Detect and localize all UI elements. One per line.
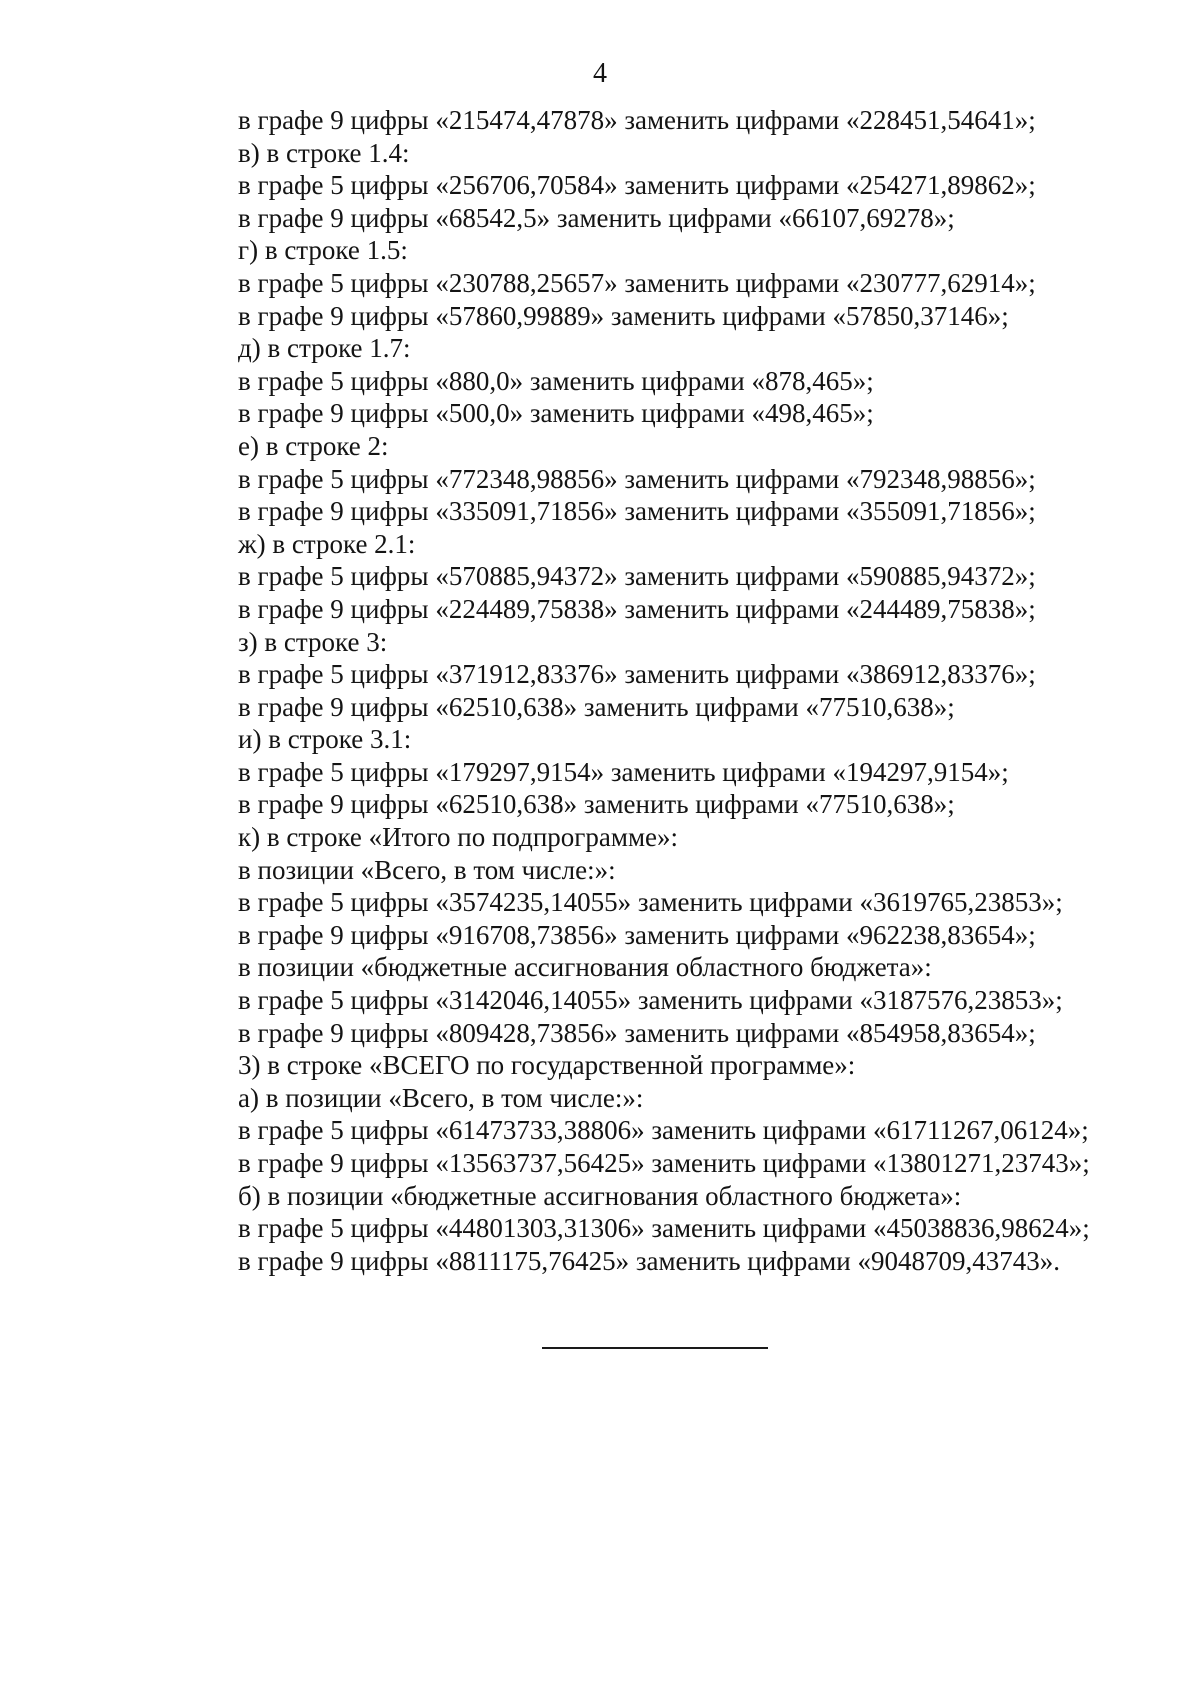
text-line: в графе 9 цифры «916708,73856» заменить цифрами «962238,83654»; [238,919,1036,950]
text-line: г) в строке 1.5: [238,235,408,266]
text-line: в графе 9 цифры «68542,5» заменить цифрами «66107,69278»; [238,202,955,233]
page-number: 4 [593,58,607,89]
text-line: в графе 5 цифры «61473733,38806» заменить цифрами «61711267,06124»; [238,1115,1089,1146]
text-line: в) в строке 1.4: [238,137,410,168]
text-line: в графе 9 цифры «13563737,56425» заменить цифрами «13801271,23743»; [238,1148,1090,1178]
text-line: в графе 9 цифры «335091,71856» заменить цифрами «355091,71856»; [238,496,1036,527]
document-body [238,104,1138,1277]
text-line: ж) в строке 2.1: [238,528,416,559]
text-line: в графе 5 цифры «371912,83376» заменить цифрами «386912,83376»; [238,659,1036,690]
text-line: в позиции «бюджетные ассигнования областного бюджета»: [238,952,932,983]
end-of-document-rule [542,1347,768,1349]
text-line: в графе 9 цифры «224489,75838» заменить цифрами «244489,75838»; [238,593,1036,624]
text-line: в графе 9 цифры «62510,638» заменить цифрами «77510,638»; [238,691,955,722]
text-line: в графе 5 цифры «256706,70584» заменить цифрами «254271,89862»; [238,170,1036,201]
text-line: в графе 9 цифры «62510,638» заменить цифрами «77510,638»; [238,789,955,820]
text-line: в графе 5 цифры «880,0» заменить цифрами «878,465»; [238,365,874,396]
text-line: в графе 5 цифры «230788,25657» заменить цифрами «230777,62914»; [238,267,1036,298]
text-line: а) в позиции «Всего, в том числе:»: [238,1082,644,1113]
text-line: 3) в строке «ВСЕГО по государственной программе»: [238,1050,856,1081]
text-line: в графе 9 цифры «8811175,76425» заменить цифрами «9048709,43743». [238,1245,1060,1276]
text-line: б) в позиции «бюджетные ассигнования областного бюджета»: [238,1180,962,1211]
text-line: в графе 5 цифры «570885,94372» заменить цифрами «590885,94372»; [238,561,1036,592]
text-line: в графе 5 цифры «772348,98856» заменить цифрами «792348,98856»; [238,463,1036,494]
text-line: е) в строке 2: [238,430,389,461]
text-line: в графе 5 цифры «3142046,14055» заменить цифрами «3187576,23853»; [238,985,1063,1016]
text-line: в позиции «Всего, в том числе:»: [238,854,616,885]
text-line: в графе 9 цифры «809428,73856» заменить цифрами «854958,83654»; [238,1017,1036,1048]
text-line: д) в строке 1.7: [238,333,411,364]
text-line: к) в строке «Итого по подпрограмме»: [238,822,679,853]
text-line: и) в строке 3.1: [238,724,412,755]
text-line: в графе 9 цифры «500,0» заменить цифрами «498,465»; [238,398,874,429]
text-line: в графе 9 цифры «57860,99889» заменить цифрами «57850,37146»; [238,300,1009,331]
text-line: в графе 5 цифры «179297,9154» заменить цифрами «194297,9154»; [238,756,1009,787]
text-line: в графе 5 цифры «44801303,31306» заменить цифрами «45038836,98624»; [238,1213,1090,1244]
text-line: в графе 9 цифры «215474,47878» заменить цифрами «228451,54641»; [238,105,1036,135]
text-line: в графе 5 цифры «3574235,14055» заменить цифрами «3619765,23853»; [238,887,1063,918]
text-line: з) в строке 3: [238,626,388,657]
